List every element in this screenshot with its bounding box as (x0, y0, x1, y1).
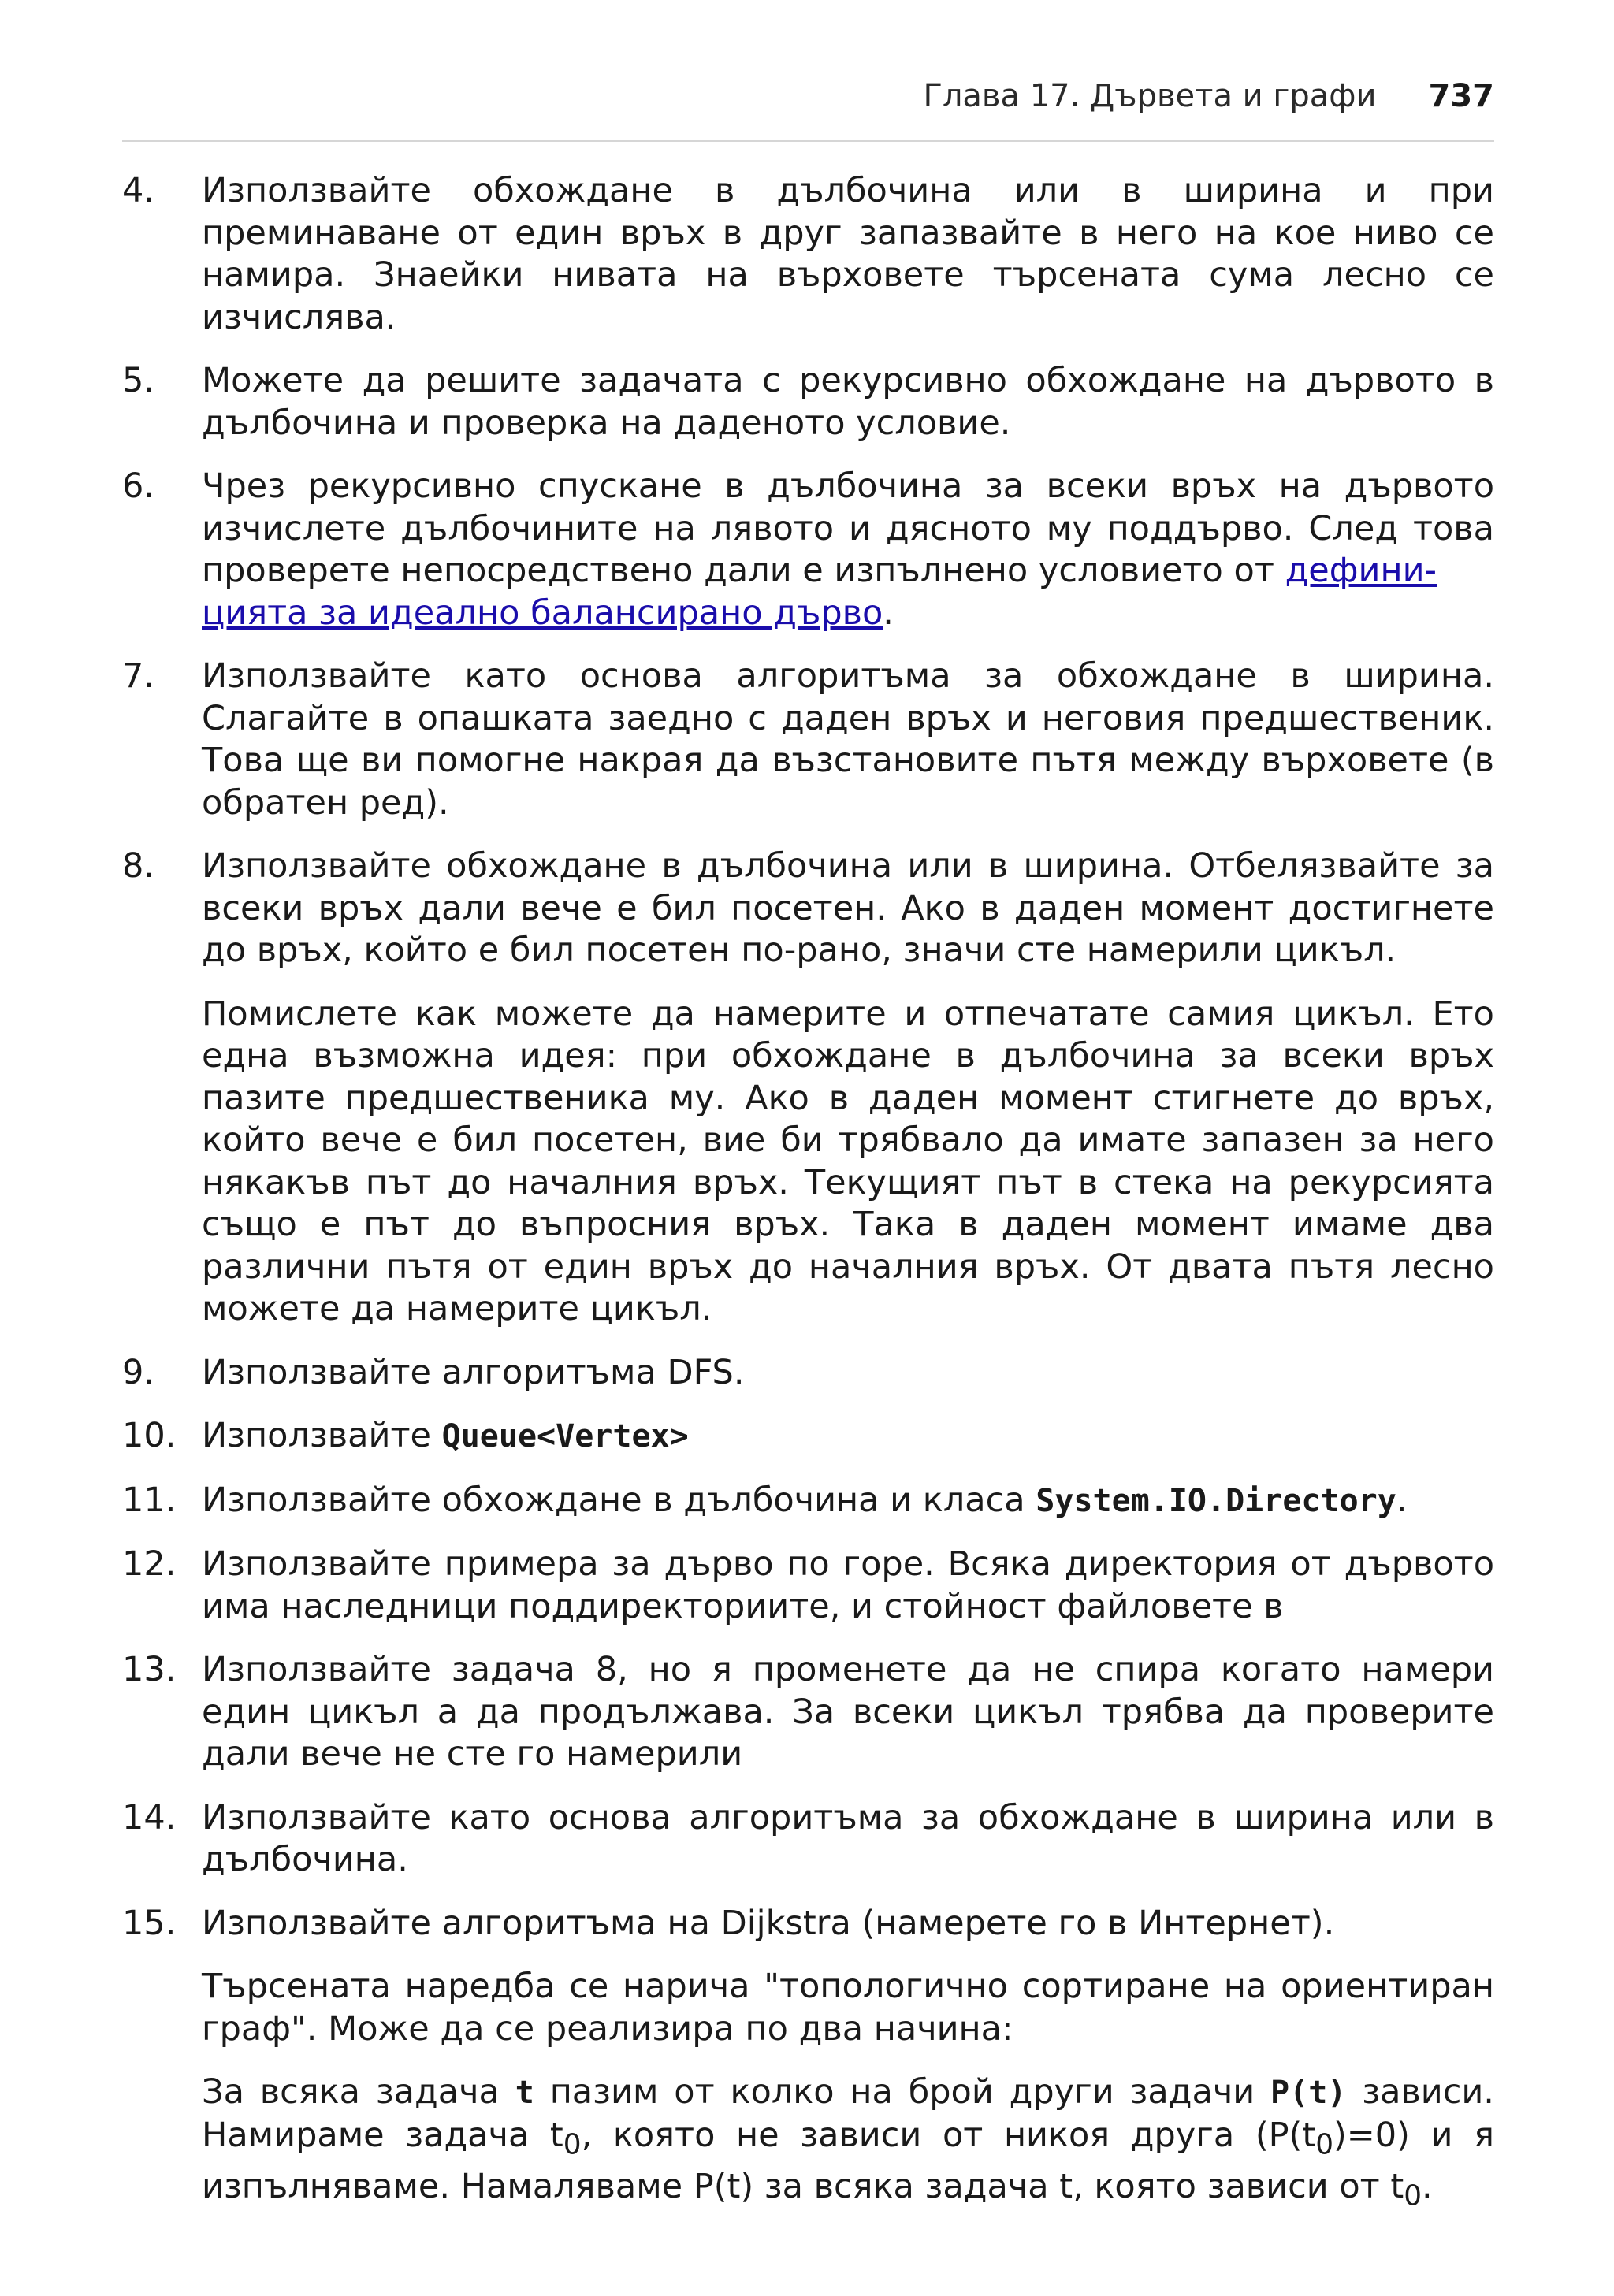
chapter-title: Глава 17. Дървета и графи (923, 78, 1377, 114)
list-item (122, 656, 1494, 824)
list-item (122, 1797, 1494, 1882)
item-number: 5. (122, 361, 155, 400)
item-number: 15. (122, 1903, 177, 1943)
item-text (202, 1480, 1494, 1523)
item-text: Използвайте алгоритъма на Dijkstra (намерете го в Интернет). (202, 1903, 1335, 1943)
list-item (122, 1544, 1494, 1628)
code-queue-vertex: Queue<Vertex> (441, 1418, 689, 1455)
item-text: Използвайте алгоритъма DFS. (202, 1352, 745, 1392)
text-part: , която не зависи от никоя друга (P(t (581, 2115, 1316, 2155)
item-number: 12. (122, 1544, 177, 1584)
hints-list (122, 170, 1494, 2238)
item-number: 4. (122, 171, 155, 210)
definition-link-part-1[interactable]: дефини- (1285, 551, 1437, 590)
list-item (122, 170, 1494, 339)
item-number: 7. (122, 656, 155, 696)
item-number: 8. (122, 846, 155, 886)
subscript: 0 (1315, 2128, 1333, 2161)
item-number: 10. (122, 1416, 177, 1455)
continuation-paragraph (202, 2071, 1494, 2217)
text-part: зависи. Намираме задача t (202, 2072, 1494, 2155)
subscript: 0 (563, 2128, 582, 2161)
text-part: . (1422, 2166, 1433, 2206)
list-item (122, 845, 1494, 1331)
list-item (122, 1480, 1494, 1523)
item-number: 9. (122, 1352, 155, 1392)
paragraph-text (202, 2071, 1494, 2217)
definition-link-part-2[interactable]: цията за идеално балансирано дърво (202, 593, 883, 633)
list-item (122, 466, 1494, 634)
list-item (122, 360, 1494, 444)
item-text (202, 1415, 1494, 1458)
text-part: За всяка задача (202, 2072, 515, 2112)
item-text (202, 466, 1494, 634)
text-part: )=0) и я изпълняваме. Намаляваме P(t) за всяка задача t, която зависи от t (202, 2115, 1495, 2206)
running-header (122, 76, 1494, 142)
item-text: Използвайте обхождане в дълбочина или в ширина и при преминаване от един връх в друг запазвайте в него на кое ниво се намира. Знаейки нивата на върховете търсената сума лесно се изчислява. (202, 171, 1494, 337)
item-number: 13. (122, 1650, 177, 1689)
item-text: Използвайте примера за дърво по горе. Всяка директория от дървото има наследници поддиректориите, и стойност файловете в (202, 1544, 1494, 1626)
paragraph-text: Търсената наредба се нарича "топологично сортиране на ориентиран граф". Може да се реализира по два начина: (202, 1967, 1494, 2049)
subscript: 0 (1404, 2179, 1422, 2212)
list-item (122, 1415, 1494, 1458)
item-number: 14. (122, 1797, 177, 1837)
item-text-part: . (883, 593, 894, 633)
item-number: 11. (122, 1480, 177, 1520)
item-text: Използвайте като основа алгоритъма за обхождане в ширина. Слагайте в опашката заедно с даден връх и неговия предшественик. Това ще ви помогне накрая да възстановите пътя между върховете (в обратен ред). (202, 656, 1494, 823)
code-system-io-directory: System.IO.Directory (1036, 1482, 1396, 1519)
list-item (122, 1903, 1494, 1945)
continuation-paragraph (202, 1966, 1494, 2050)
item-text-part: . (1396, 1480, 1408, 1520)
code-t: t (515, 2075, 534, 2111)
item-text: Помислете как можете да намерите и отпечатате самия цикъл. Ето една възможна идея: при обхождане в дълбочина за всеки връх пазите предшественика му. Ако в даден момент стигнете до връх, който вече е бил посетен, вие би трябвало да имате запазен за него някакъв път до началния връх. Текущият път в стека на рекурсията също е път до въпросния връх. Така в даден момент имаме два различни пътя от един връх до началния връх. От двата пътя лесно можете да намерите цикъл. (202, 994, 1494, 1328)
item-text-part: Използвайте обхождане в дълбочина и класа (202, 1480, 1036, 1520)
code-p-of-t: P(t) (1270, 2075, 1347, 2111)
text-part: пазим от колко на брой други задачи (534, 2072, 1271, 2112)
item-text-part: Използвайте (202, 1416, 442, 1455)
item-text: Можете да решите задачата с рекурсивно обхождане на дървото в дълбочина и проверка на даденото условие. (202, 361, 1494, 443)
item-number: 6. (122, 466, 155, 506)
page-number: 737 (1428, 78, 1494, 114)
list-item (122, 1649, 1494, 1776)
item-text: Използвайте като основа алгоритъма за обхождане в ширина или в дълбочина. (202, 1797, 1494, 1879)
item-text: Използвайте задача 8, но я променете да не спира когато намери един цикъл а да продължава. За всеки цикъл трябва да проверите дали вече не сте го намерили (202, 1650, 1494, 1774)
list-item (122, 1352, 1494, 1395)
item-text-part: Чрез рекурсивно спускане в дълбочина за всеки връх на дървото изчислете дълбочините на лявото и дясното му поддърво. След това проверете непосредствено дали е изпълнено условието от (202, 466, 1494, 590)
item-text: Използвайте обхождане в дълбочина или в ширина. Отбелязвайте за всеки връх дали вече е бил посетен. Ако в даден момент достигнете до връх, който е бил посетен по-рано, значи сте намерили цикъл. (202, 846, 1494, 970)
